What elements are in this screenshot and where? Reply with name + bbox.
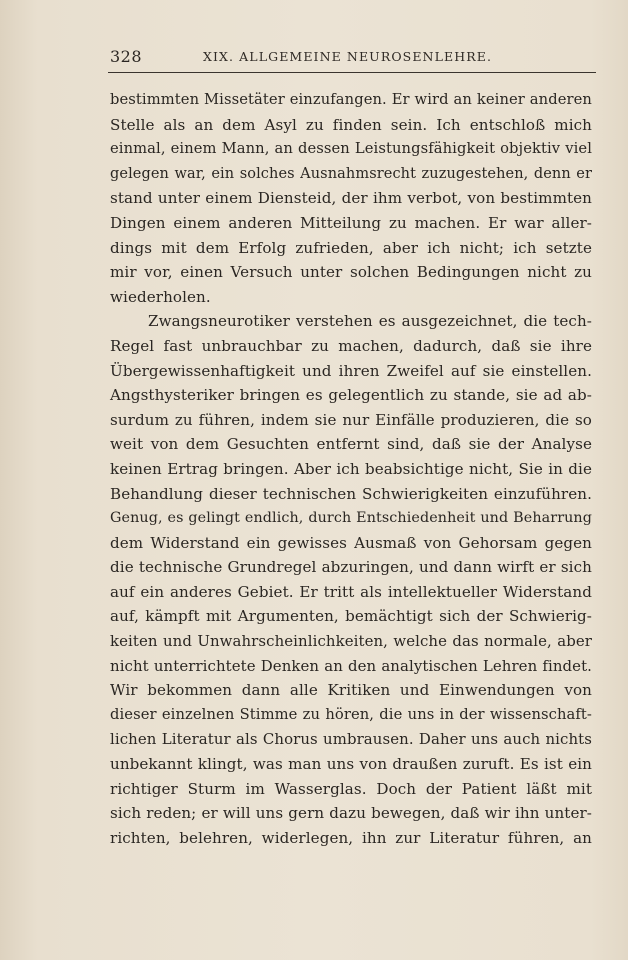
text-line: richtiger Sturm im Wasserglas. Doch der Patient läßt mit [110, 779, 592, 798]
text-line: Stelle als an dem Asyl zu finden sein. Ich entschloß mich [110, 115, 592, 134]
text-line: weit von dem Gesuchten entfernt sind, daß sie der Analyse [110, 435, 592, 454]
text-line: Dingen einem anderen Mitteilung zu machen. Er war aller- [110, 213, 592, 232]
text-line: dings mit dem Erfolg zufrieden, aber ich nicht; ich setzte [110, 238, 592, 257]
text-line: sich reden; er will uns gern dazu bewegen, daß wir ihn unter- [110, 804, 592, 823]
text-line: richten, belehren, widerlegen, ihn zur Literatur führen, an [110, 828, 592, 847]
running-head [108, 44, 596, 68]
chapter-title: XIX. ALLGEMEINE NEUROSENLEHRE. [203, 49, 493, 64]
paragraph-last-line: wiederholen. [110, 287, 211, 306]
text-line: gelegen war, ein solches Ausnahmsrecht zuzugestehen, denn er [110, 165, 592, 182]
text-line: Wir bekommen dann alle Kritiken und Einwendungen von [110, 681, 592, 700]
text-line: nicht unterrichtete Denken an den analytischen Lehren findet. [110, 656, 592, 675]
text-line: dieser einzelnen Stimme zu hören, die uns in der wissenschaft- [110, 705, 592, 723]
text-line: surdum zu führen, indem sie nur Einfälle produzieren, die so [110, 410, 592, 429]
paragraph-first-line: Zwangsneurotiker verstehen es ausgezeichnet, die tech- [148, 312, 592, 331]
text-line: bestimmten Missetäter einzufangen. Er wird an keiner anderen [110, 91, 592, 108]
text-line: Behandlung dieser technischen Schwierigkeiten einzuführen. [110, 484, 592, 503]
page-number: 328 [110, 47, 143, 66]
text-line: keiten und Unwahrscheinlichkeiten, welche das normale, aber [110, 632, 592, 651]
text-line: stand unter einem Diensteid, der ihm verbot, von bestimmten [110, 189, 592, 208]
text-line: Regel fast unbrauchbar zu machen, dadurch, daß sie ihre [110, 336, 592, 355]
text-line: einmal, einem Mann, an dessen Leistungsfähigkeit objektiv viel [110, 140, 592, 158]
text-line: keinen Ertrag bringen. Aber ich beabsichtige nicht, Sie in die [110, 459, 592, 478]
text-line: lichen Literatur als Chorus umbrausen. Daher uns auch nichts [110, 730, 592, 749]
text-line: mir vor, einen Versuch unter solchen Bedingungen nicht zu [110, 263, 592, 282]
text-line: auf ein anderes Gebiet. Er tritt als intellektueller Widerstand [110, 582, 592, 601]
text-line: Übergewissenhaftigkeit und ihren Zweifel auf sie einstellen. [110, 361, 592, 380]
text-line: Genug, es gelingt endlich, durch Entschiedenheit und Beharrung [110, 510, 592, 527]
text-line: Angsthysteriker bringen es gelegentlich zu stande, sie ad ab- [110, 386, 592, 405]
text-line: unbekannt klingt, was man uns von draußen zuruft. Es ist ein [110, 755, 592, 774]
body-text [110, 88, 592, 850]
header-rule [108, 72, 596, 73]
text-line: dem Widerstand ein gewisses Ausmaß von Gehorsam gegen [110, 533, 592, 552]
text-line: auf, kämpft mit Argumenten, bemächtigt sich der Schwierig- [110, 607, 592, 626]
text-line: die technische Grundregel abzuringen, und dann wirft er sich [110, 558, 592, 577]
